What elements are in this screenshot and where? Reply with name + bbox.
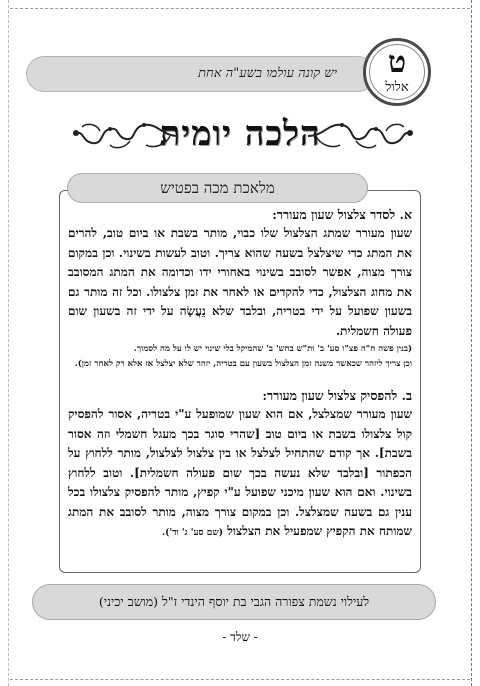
article-body (68, 205, 412, 544)
section-1-note-1: (בנין פשה ח"ה פצ"ו סע' ב' ות"ש בחש' ב' שהמיקל בלי שינוי יש לו על מה לסמוך. (133, 344, 412, 354)
section-1-heading: א. לסדר צלצול שעון מעורר: (272, 207, 412, 222)
header-bar (26, 56, 376, 92)
section-2-heading: ב. להפסיק צלצול שעון מעורר: (262, 388, 412, 403)
section-1-note-2: וכן צריך ליזהר שכאשר משנה זמן הצלצול בשעון עם בטריה, יזהר שלא יצלצל אז אלא רק לאחר זמן). (74, 359, 412, 369)
section-1-text: שעון מעורר שמתג הצלצול שלו כבוי, מותר בשבת או ביום טוב, להרים את המתג כדי שיצלצל בשעה שהוא צריך. וטוב לעשות בשינוי. וכן במקום צורך מצוה, אפשר לסובב בשינוי באחורי ידו וכדומה את המתג המסובב את מחוג הצלצול, כדי להקדים או לאחר את זמן צלצולו. וכל זה מותר גם בשעון שפועל על ידי בטריה, ובלבד שלא נֵעֲשָׂה על ידי זה בשעון שום פעולה חשמלית. (68, 226, 412, 338)
flourish-right-icon (306, 119, 416, 153)
section-2-body: שעון מעורר שמצלצל, אם הוא שעון שמופעל ע"י בטריה, אסור להפסיק קול צלצולו בשבת או ביום טוב [שהרי סוגר בכך מעגל חשמלי וזה אסור בשבת]. אך קודם שהתחיל לצלצל או בין צלצול לצלצול, מותר ללחוץ על הכפתור [ובלבד שלא נעשה בכך שום פעולה חשמלית]. וטוב ללחוץ בשינוי. ואם הוא שעון מיכני שפועל ע"י קפיץ, מותר להפסיק צלצולו בכל ענין גם בשעה שמצלצל. וכן במקום צורך מצוה, מותר לסובב את המתג שמותח את הקפיץ שמפעיל את הצלצול (68, 407, 412, 538)
page-title: הלכה יומית (159, 114, 321, 154)
section-2-ref: (שם סע' ג' וד'). (161, 528, 224, 538)
title-banner (0, 109, 480, 165)
dedication-bar (32, 584, 436, 620)
section-2-text (68, 405, 412, 544)
cut-line-left (8, 0, 9, 686)
date-day: ט (387, 45, 407, 80)
topic-title: מלאכת מכה בפטיש (160, 179, 275, 197)
date-medallion (363, 38, 431, 106)
header-subtitle: יש קונה עולמו בשע"ה אחת (198, 66, 337, 81)
flourish-left-icon (70, 119, 180, 153)
cut-line-bottom (10, 679, 470, 680)
page-number: - שלד - (222, 630, 258, 644)
topic-bar (67, 173, 368, 203)
cut-line-right (471, 0, 472, 686)
dedication-text: לעילוי נשמת צפורה הגבי בת יוסף הינדי ז"ל (מושב יכיני) (98, 594, 370, 609)
cut-line-top (10, 8, 470, 9)
date-month: אלול (385, 80, 409, 95)
